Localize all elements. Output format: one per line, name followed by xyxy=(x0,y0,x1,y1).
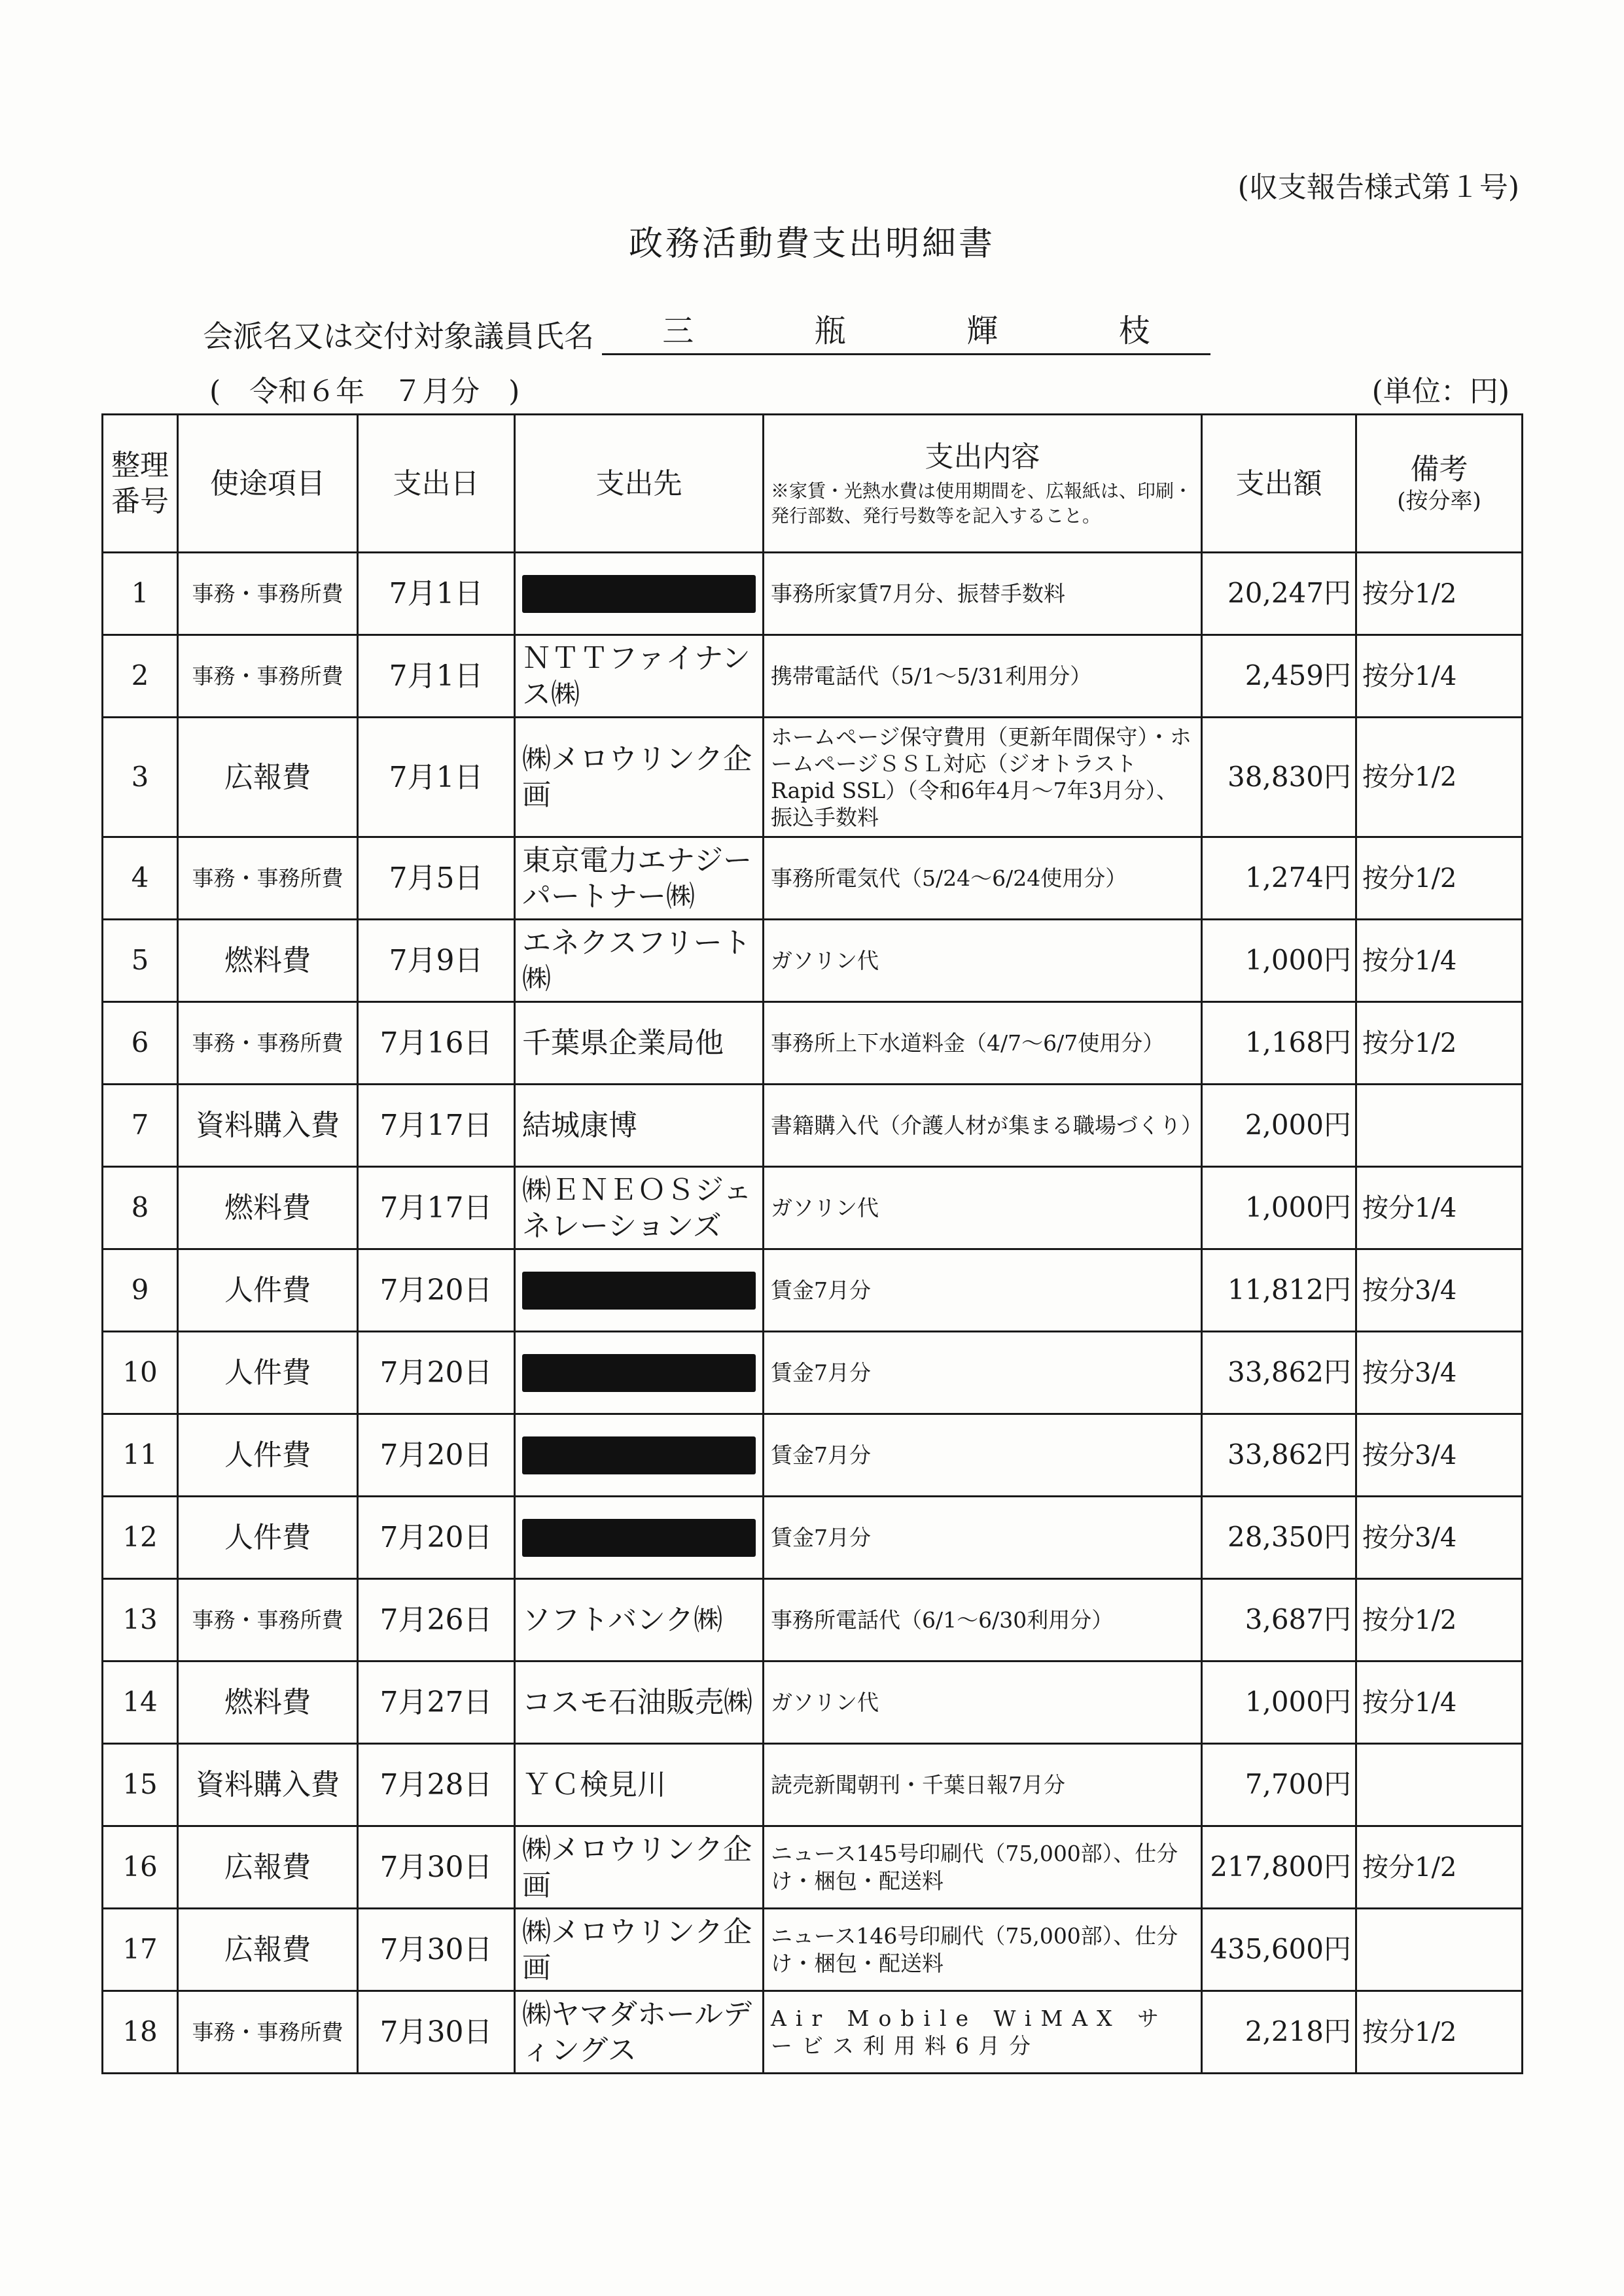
row-number: 5 xyxy=(103,920,178,1002)
row-amount: 1,000円 xyxy=(1202,1167,1356,1249)
table-row xyxy=(103,718,1523,837)
row-date: 7月9日 xyxy=(358,920,515,1002)
name-char: 瓶 xyxy=(814,313,846,349)
row-date: 7月20日 xyxy=(358,1497,515,1579)
row-date: 7月28日 xyxy=(358,1744,515,1826)
row-date: 7月27日 xyxy=(358,1661,515,1744)
row-number: 18 xyxy=(103,1991,178,2074)
row-description: 賃金7月分 xyxy=(764,1414,1202,1497)
row-date: 7月16日 xyxy=(358,1002,515,1085)
table-row xyxy=(103,837,1523,920)
name-char: 三 xyxy=(662,313,694,349)
row-remarks: 按分1/4 xyxy=(1356,920,1523,1002)
row-amount: 20,247円 xyxy=(1202,553,1356,635)
row-date: 7月26日 xyxy=(358,1579,515,1661)
row-item: 人件費 xyxy=(178,1332,358,1414)
redaction-block xyxy=(522,1519,756,1557)
row-amount: 1,274円 xyxy=(1202,837,1356,920)
row-number: 4 xyxy=(103,837,178,920)
redaction-block xyxy=(522,1354,756,1392)
row-amount: 38,830円 xyxy=(1202,718,1356,837)
table-row xyxy=(103,1249,1523,1332)
row-amount: 217,800円 xyxy=(1202,1826,1356,1909)
row-date: 7月20日 xyxy=(358,1249,515,1332)
row-item: 事務・事務所費 xyxy=(178,1579,358,1661)
row-remarks xyxy=(1356,1909,1523,1991)
row-item: 事務・事務所費 xyxy=(178,553,358,635)
row-payee: 結城康博 xyxy=(515,1085,764,1167)
row-date: 7月17日 xyxy=(358,1167,515,1249)
row-amount: 3,687円 xyxy=(1202,1579,1356,1661)
row-amount: 1,000円 xyxy=(1202,920,1356,1002)
row-payee: ソフトバンク㈱ xyxy=(515,1579,764,1661)
row-number: 17 xyxy=(103,1909,178,1991)
row-number: 6 xyxy=(103,1002,178,1085)
table-row xyxy=(103,553,1523,635)
row-payee: コスモ石油販売㈱ xyxy=(515,1661,764,1744)
row-date: 7月30日 xyxy=(358,1826,515,1909)
row-amount: 435,600円 xyxy=(1202,1909,1356,1991)
name-label: 会派名又は交付対象議員氏名 xyxy=(203,319,594,354)
row-item: 広報費 xyxy=(178,1909,358,1991)
row-item: 事務・事務所費 xyxy=(178,1991,358,2074)
row-remarks xyxy=(1356,1085,1523,1167)
table-row xyxy=(103,1826,1523,1909)
row-description: ニュース145号印刷代（75,000部）、仕分け・梱包・配送料 xyxy=(764,1826,1202,1909)
header-remarks-sub: (按分率) xyxy=(1397,488,1481,515)
row-remarks xyxy=(1356,1744,1523,1826)
row-payee xyxy=(515,1332,764,1414)
table-row xyxy=(103,1661,1523,1744)
expense-table xyxy=(101,413,1523,2074)
table-row xyxy=(103,635,1523,718)
row-remarks: 按分3/4 xyxy=(1356,1414,1523,1497)
row-remarks: 按分1/2 xyxy=(1356,837,1523,920)
header-payee: 支出先 xyxy=(515,415,764,553)
name-char: 枝 xyxy=(1118,313,1150,349)
row-remarks: 按分1/2 xyxy=(1356,1002,1523,1085)
row-number: 1 xyxy=(103,553,178,635)
header-content-note: ※家賃・光熱水費は使用期間を、広報紙は、印刷・発行部数、発行号数等を記入すること。 xyxy=(771,479,1193,527)
row-payee: ＮＴＴファイナンス㈱ xyxy=(515,635,764,718)
table-row xyxy=(103,1579,1523,1661)
row-number: 8 xyxy=(103,1167,178,1249)
row-date: 7月5日 xyxy=(358,837,515,920)
row-date: 7月20日 xyxy=(358,1332,515,1414)
row-number: 7 xyxy=(103,1085,178,1167)
header-remarks xyxy=(1356,415,1523,553)
row-remarks: 按分1/2 xyxy=(1356,1991,1523,2074)
table-body xyxy=(103,553,1523,2074)
row-date: 7月20日 xyxy=(358,1414,515,1497)
row-amount: 2,218円 xyxy=(1202,1991,1356,2074)
form-number: (収支報告様式第１号) xyxy=(1237,171,1519,204)
row-description: 賃金7月分 xyxy=(764,1497,1202,1579)
row-payee: 東京電力エナジーパートナー㈱ xyxy=(515,837,764,920)
row-date: 7月1日 xyxy=(358,553,515,635)
row-amount: 2,000円 xyxy=(1202,1085,1356,1167)
row-item: 人件費 xyxy=(178,1249,358,1332)
row-description: 事務所上下水道料金（4/7～6/7使用分） xyxy=(764,1002,1202,1085)
row-description: Air Mobile WiMAX サービス利用料6月分 xyxy=(764,1991,1202,2074)
member-name xyxy=(602,307,1210,355)
row-description: ガソリン代 xyxy=(764,1167,1202,1249)
row-amount: 1,000円 xyxy=(1202,1661,1356,1744)
row-payee xyxy=(515,1414,764,1497)
row-remarks: 按分3/4 xyxy=(1356,1332,1523,1414)
unit-label: (単位：円) xyxy=(1371,375,1509,408)
row-item: 燃料費 xyxy=(178,1167,358,1249)
row-description: 賃金7月分 xyxy=(764,1332,1202,1414)
row-date: 7月17日 xyxy=(358,1085,515,1167)
row-number: 16 xyxy=(103,1826,178,1909)
row-number: 15 xyxy=(103,1744,178,1826)
row-number: 14 xyxy=(103,1661,178,1744)
row-item: 人件費 xyxy=(178,1414,358,1497)
row-remarks: 按分1/2 xyxy=(1356,1579,1523,1661)
header-item: 使途項目 xyxy=(178,415,358,553)
table-row xyxy=(103,1414,1523,1497)
row-description: ガソリン代 xyxy=(764,920,1202,1002)
table-row xyxy=(103,920,1523,1002)
table-row xyxy=(103,1002,1523,1085)
row-payee xyxy=(515,1497,764,1579)
table-header-row xyxy=(103,415,1523,553)
row-number: 11 xyxy=(103,1414,178,1497)
row-remarks: 按分1/2 xyxy=(1356,718,1523,837)
row-item: 事務・事務所費 xyxy=(178,837,358,920)
row-payee: ㈱ヤマダホールディングス xyxy=(515,1991,764,2074)
row-description: ニュース146号印刷代（75,000部）、仕分け・梱包・配送料 xyxy=(764,1909,1202,1991)
table-row xyxy=(103,1744,1523,1826)
row-amount: 33,862円 xyxy=(1202,1332,1356,1414)
header-remarks-label: 備考 xyxy=(1410,453,1468,487)
row-number: 2 xyxy=(103,635,178,718)
table-row xyxy=(103,1167,1523,1249)
redaction-block xyxy=(522,1272,756,1310)
header-content xyxy=(764,415,1202,553)
row-number: 12 xyxy=(103,1497,178,1579)
row-remarks: 按分1/4 xyxy=(1356,1661,1523,1744)
table-row xyxy=(103,1909,1523,1991)
table-row xyxy=(103,1085,1523,1167)
row-amount: 11,812円 xyxy=(1202,1249,1356,1332)
row-payee: 千葉県企業局他 xyxy=(515,1002,764,1085)
period: ( 令和６年 ７月分 ) xyxy=(209,375,520,408)
row-payee: エネクスフリート㈱ xyxy=(515,920,764,1002)
row-remarks: 按分3/4 xyxy=(1356,1249,1523,1332)
row-item: 燃料費 xyxy=(178,1661,358,1744)
row-number: 10 xyxy=(103,1332,178,1414)
row-description: 事務所家賃7月分、振替手数料 xyxy=(764,553,1202,635)
row-item: 資料購入費 xyxy=(178,1085,358,1167)
row-description: 携帯電話代（5/1～5/31利用分） xyxy=(764,635,1202,718)
row-payee: ＹＣ検見川 xyxy=(515,1744,764,1826)
row-date: 7月1日 xyxy=(358,718,515,837)
row-item: 人件費 xyxy=(178,1497,358,1579)
row-amount: 7,700円 xyxy=(1202,1744,1356,1826)
table-row xyxy=(103,1332,1523,1414)
row-amount: 2,459円 xyxy=(1202,635,1356,718)
row-amount: 1,168円 xyxy=(1202,1002,1356,1085)
row-date: 7月1日 xyxy=(358,635,515,718)
name-char: 輝 xyxy=(966,313,998,349)
header-no: 整理番号 xyxy=(103,415,178,553)
table-row xyxy=(103,1497,1523,1579)
row-payee xyxy=(515,553,764,635)
row-description: 賃金7月分 xyxy=(764,1249,1202,1332)
redaction-block xyxy=(522,575,756,613)
document-title: 政務活動費支出明細書 xyxy=(628,224,995,264)
row-amount: 28,350円 xyxy=(1202,1497,1356,1579)
row-number: 3 xyxy=(103,718,178,837)
header-date: 支出日 xyxy=(358,415,515,553)
row-remarks: 按分1/2 xyxy=(1356,553,1523,635)
table-row xyxy=(103,1991,1523,2074)
row-amount: 33,862円 xyxy=(1202,1414,1356,1497)
row-description: 事務所電気代（5/24～6/24使用分） xyxy=(764,837,1202,920)
redaction-block xyxy=(522,1436,756,1474)
row-item: 事務・事務所費 xyxy=(178,635,358,718)
row-description: 読売新聞朝刊・千葉日報7月分 xyxy=(764,1744,1202,1826)
row-description: 事務所電話代（6/1～6/30利用分） xyxy=(764,1579,1202,1661)
row-date: 7月30日 xyxy=(358,1991,515,2074)
row-item: 広報費 xyxy=(178,718,358,837)
row-item: 広報費 xyxy=(178,1826,358,1909)
row-description: ホームページ保守費用（更新年間保守）・ホームページＳＳＬ対応（ジオトラストRapid SSL）（令和6年4月～7年3月分）、振込手数料 xyxy=(764,718,1202,837)
row-item: 燃料費 xyxy=(178,920,358,1002)
row-payee: ㈱ＥＮＥＯＳジェネレーションズ xyxy=(515,1167,764,1249)
row-number: 9 xyxy=(103,1249,178,1332)
row-item: 事務・事務所費 xyxy=(178,1002,358,1085)
row-remarks: 按分3/4 xyxy=(1356,1497,1523,1579)
row-payee: ㈱メロウリンク企画 xyxy=(515,718,764,837)
row-number: 13 xyxy=(103,1579,178,1661)
header-amount: 支出額 xyxy=(1202,415,1356,553)
row-description: ガソリン代 xyxy=(764,1661,1202,1744)
row-date: 7月30日 xyxy=(358,1909,515,1991)
row-description: 書籍購入代（介護人材が集まる職場づくり） xyxy=(764,1085,1202,1167)
row-payee: ㈱メロウリンク企画 xyxy=(515,1826,764,1909)
row-payee xyxy=(515,1249,764,1332)
row-remarks: 按分1/4 xyxy=(1356,635,1523,718)
header-content-label: 支出内容 xyxy=(925,440,1040,474)
row-remarks: 按分1/4 xyxy=(1356,1167,1523,1249)
row-remarks: 按分1/2 xyxy=(1356,1826,1523,1909)
row-item: 資料購入費 xyxy=(178,1744,358,1826)
row-payee: ㈱メロウリンク企画 xyxy=(515,1909,764,1991)
